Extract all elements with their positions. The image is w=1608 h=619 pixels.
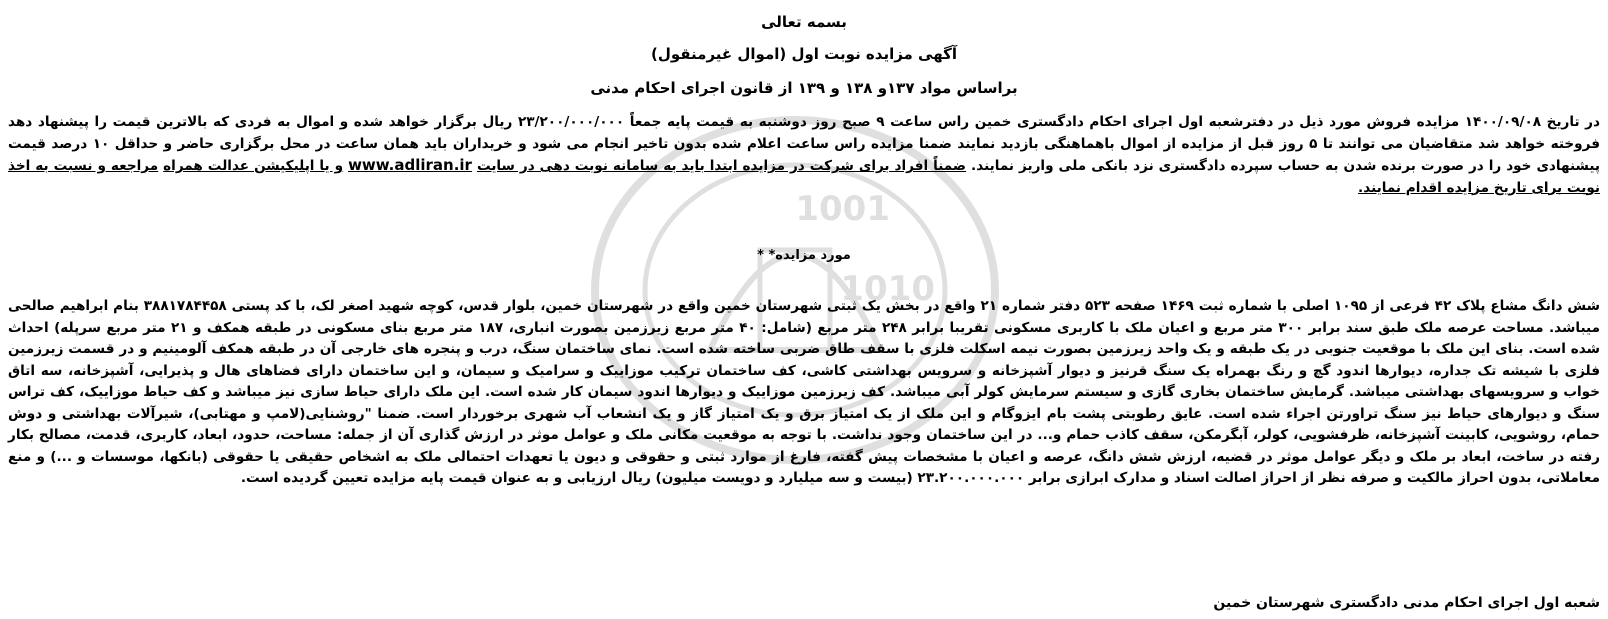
auction-item-heading: مورد مزایده* * xyxy=(757,248,851,263)
intro-closing-note: مراجعه و نسبت به اخذ نوبت برای تاریخ مزایده اقدام نمایند. xyxy=(8,158,1600,196)
notice-title: آگهی مزایده نوبت اول (اموال غیرمنقول) xyxy=(650,45,958,63)
watermark-digits-2: 1010 xyxy=(840,269,935,309)
intro-app-note: و یا اپلیکیشن عدالت همراه xyxy=(163,158,344,174)
watermark-digits-1: 1001 xyxy=(795,189,890,229)
intro-text: در تاریخ ۱۴۰۰/۰۹/۰۸ مزایده فروش مورد ذیل در دفترشعبه اول اجرای احکام دادگستری خمین راس ساعت ۹ صبح روز دوشنبه به قیمت پایه جمعاً ۲۳/۲۰۰/۰۰۰/۰۰۰ ریال برگزار خواهد شده و اموال به فردی که بالاترین قیمت را پیشنهاد دهد فروخته خواهد شد متقاضیان می توانند تا ۵ روز قبل از مزایده از اموال باهماهنگی بازدید نمایند ضمنا مزایده راس ساعت اعلام شده بدون تاخیر انجام می شود و خریداران باید همان ساعت در محل برگزاری حاضر و حداقل ۱۰ درصد قیمت پیشنهادی خود را در صورت برنده شدن به حساب سپرده دادگستری نزد بانکی ملی واریز نمایند. xyxy=(8,114,1601,174)
property-description: شش دانگ مشاع پلاک ۴۲ فرعی از ۱۰۹۵ اصلی با شماره ثبت ۱۴۶۹ صفحه ۵۲۳ دفتر شماره ۲۱ واقع در بخش یک ثبتی شهرستان خمین واقع در شهرستان خمین، بلوار قدس، کوچه شهید اصغر لک، با کد پستی ۳۸۸۱۷۸۴۴۵۸ بنام ابراهیم صالحی میباشد. مساحت عرصه ملک طبق سند برابر ۳۰۰ متر مربع و اعیان ملک با کاربری مسکونی تقریبا برابر ۲۴۸ متر مربع (شامل: ۴۰ متر مربع زیرزمین بصورت انباری، ۱۸۷ متر مربع بنای مسکونی در طبقه همکف و ۲۱ متر مربع سرپله) احداث شده است. بنای این ملک با موقعیت جنوبی در یک طبقه و یک واحد زیرزمین بصورت نیمه اسکلت فلزی با سقف طاق ضربی ساخته شده است. نمای ساختمان سنگ، درب و پنجره های خارجی آن در طبقه همکف آلومینیم و در قسمت زیرزمین فلزی با شیشه تک جداره، دیوارها اندود گچ و رنگ بهمراه یک سنگ قرنیز و دیوار آشپزخانه و سرویس بهداشتی کاشی، کف ساختمان ترکیب موزاییک و سرامیک و سیمان، و این ساختمان دارای فضاهای هال و پذیرایی، آشپزخانه، سه اتاق خواب و سرویسهای بهداشتی میباشد. گرمایش ساختمان بخاری گازی و سیستم سرمایش کولر آبی میباشد. کف زیرزمین موزاییک و دیوارها اندود سیمان کار شده است. این ملک دارای حیاط سازی نیز میباشد و کف حیاط موزاییک، کف تراس سنگ و دیوارهای حیاط نیز سنگ تراورتن اجراء شده است. عایق رطوبتی پشت بام ایزوگام و این ملک از یک امتیاز برق و یک امتیاز گاز و یک انشعاب آب شهری برخوردار است. ضمنا "روشنایی(لامپ و مهتابی)، شیرآلات بهداشتی و دوش حمام، روشویی، کابینت آشپزخانه، ظرفشویی، کولر، آبگرمکن، سقف کاذب حمام و... در این ساختمان وجود نداشت. با توجه به موقعیت مکانی ملک و عوامل موثر در ارزش گذاری آن از جمله: مساحت، حدود، ابعاد، کاربری، قدمت، مصالح بکار رفته در ساخت، ابعاد بر ملک و دیگر عوامل موثر در قضیه، ارزش شش دانگ، عرصه و اعیان با مشخصات پیش گفته، فارغ از موارد ثبتی و حقوقی و دیون یا تعهدات احتمالی ملک به اشخاص حقیقی یا حقوقی (بانکها، موسسات و ...) و منع معاملاتی، بدون احراز مالکیت و صرفه نظر از احراز اصالت اسناد و مدارک ابرازی برابر ۲۳.۲۰۰.۰۰۰.۰۰۰ (بیست و سه میلیارد و دویست میلیون) ریال ارزیابی و به عنوان قیمت پایه مزایده تعیین گردیده است. xyxy=(8,298,1601,486)
adliran-website-link[interactable]: www.adliran.ir xyxy=(348,156,472,174)
bismillah-heading: بسمه تعالی xyxy=(761,13,847,31)
legal-basis-line: براساس مواد ۱۳۷و ۱۳۸ و ۱۳۹ از قانون اجرای احکام مدنی xyxy=(590,79,1018,97)
intro-paragraph xyxy=(8,112,1600,199)
intro-registration-note: ضمناً افراد برای شرکت در مزایده ابتدا باید به سامانه نوبت دهی در سایت xyxy=(476,158,967,174)
issuing-court-signature: شعبه اول اجرای احکام مدنی دادگستری شهرستان خمین xyxy=(1213,595,1600,611)
